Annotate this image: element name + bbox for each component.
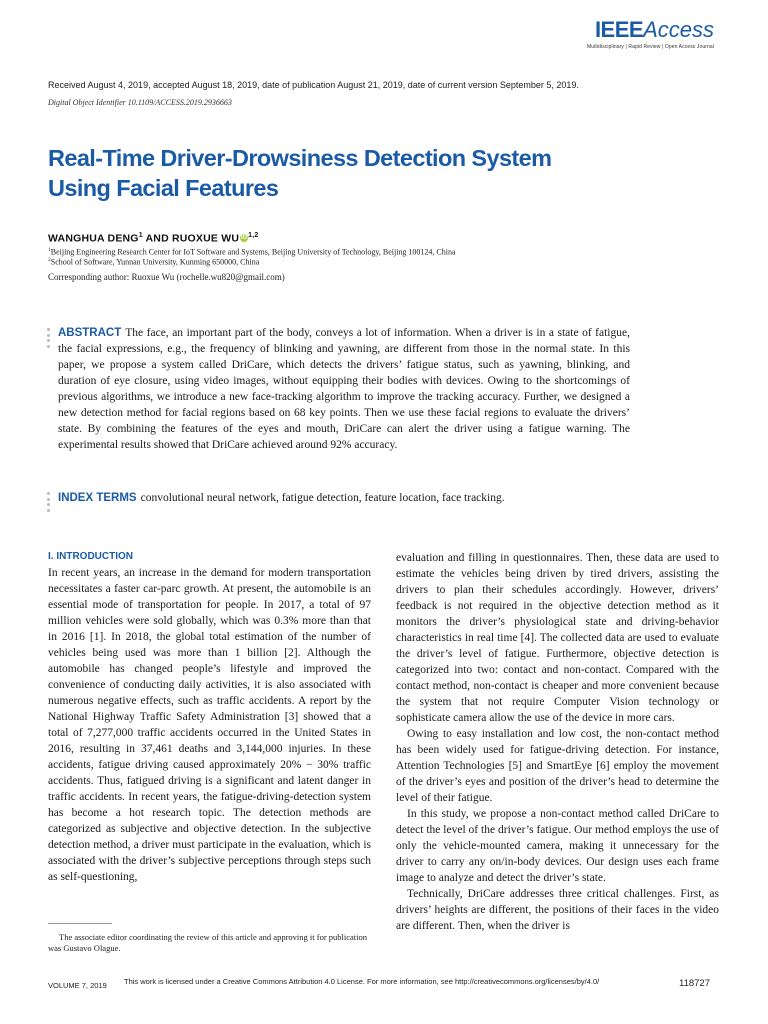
title-line-1: Real-Time Driver-Drowsiness Detection System: [48, 145, 552, 171]
author-2-affil: 1,2: [248, 232, 259, 239]
affiliation-1: [48, 247, 456, 257]
section-heading-introduction: I. INTRODUCTION: [48, 551, 133, 562]
index-terms-dots-icon: [47, 492, 51, 514]
logo-ieee: IEEE: [594, 17, 644, 42]
intro-paragraph-4: Technically, DriCare addresses three critical challenges. First, as drivers’ heights are different, the positions of their faces in the video are different. Then, when the driver is: [396, 888, 719, 932]
abstract-label: ABSTRACT: [58, 327, 122, 339]
footer-page-number: 118727: [679, 978, 710, 989]
orcid-icon[interactable]: iD: [240, 234, 248, 241]
index-terms: [58, 490, 658, 506]
received-dates: Received August 4, 2019, accepted August 18, 2019, date of publication August 21, 2019, date of current version September 5, 2019.: [48, 80, 579, 90]
affiliation-1-text: Beijing Engineering Research Center for IoT Software and Systems, Beijing University of Technology, Beijing 100124, China: [50, 247, 456, 257]
footnote: The associate editor coordinating the review of this article and approving it for publication was Gustavo Olague.: [48, 932, 368, 953]
logo-tagline: Multidisciplinary | Rapid Review | Open Access Journal: [587, 44, 714, 50]
affiliation-2-sup: 2: [48, 257, 51, 263]
abstract: [58, 325, 630, 453]
affiliation-1-sup: 1: [48, 247, 51, 253]
footnote-rule: [48, 923, 112, 924]
affiliation-2: [48, 257, 259, 267]
intro-paragraph-1: In recent years, an increase in the demand for modern transportation necessitates a faster car-parc growth. At present, the automobile is an essential mode of transportation for people. In 2017, a total of 97 million vehicles were sold globally, which was 0.3% more than that in 2016 [1]. In 2018, the global total estimation of the number of vehicles being used was more than 1 billion [2]. Although the automobile has changed people’s lifestyle and improved the convenience of conducting daily activities, it is also associated with numerous negative effects, such as traffic accidents. A report by the National Highway Traffic Safety Administration [3] showed that a total of 7,277,000 traffic accidents occurred in the United States in 2016, resulting in 37,461 deaths and 3,144,000 injuries. In these accidents, fatigue driving caused approximately 20% − 30% traffic accidents. Thus, fatigued driving is a significant and latent danger in traffic accidents. In recent years, the fatigue-driving-detection system has become a hot research topic. The detection methods are categorized as subjective and objective detection. In the subjective detection method, a driver must participate in the evaluation, which is associated with the driver’s subjective perceptions through steps such as self-questioning,: [48, 567, 371, 883]
intro-paragraph-1-cont: evaluation and filling in questionnaires. Then, these data are used to estimate the vehicles being driven by tired drivers, assisting the drivers to plan their schedules accordingly. However, drivers’ feedback is not required in the objective detection method as it monitors the driver’s physiological state and driving-behavior characteristics in real time [4]. The collected data are used to evaluate the driver’s level of fatigue. Furthermore, objective detection is categorized into two: contact and non-contact. Compared with the contact method, non-contact is cheaper and more convenient because the system that not require Computer Vision technology or sophisticate camera allow the use of the device in more cars.: [396, 552, 719, 724]
index-terms-text: convolutional neural network, fatigue detection, feature location, face tracking.: [140, 492, 505, 504]
doi: Digital Object Identifier 10.1109/ACCESS.2019.2936663: [48, 98, 232, 107]
title-line-2: Using Facial Features: [48, 175, 279, 201]
paper-title: [48, 143, 688, 203]
logo-access: Access: [643, 17, 714, 42]
journal-logo: [534, 18, 714, 50]
author-1-affil: 1: [138, 232, 143, 239]
abstract-text: The face, an important part of the body, conveys a lot of information. When a driver is in a state of fatigue, the facial expressions, e.g., the frequency of blinking and yawning, are different from those in the normal state. In this paper, we propose a system called DriCare, which detects the drivers’ fatigue status, such as yawning, blinking, and duration of eye closure, using video images, without equipping their bodies with devices. Owing to the shortcomings of previous algorithms, we introduce a new face-tracking algorithm to improve the tracking accuracy. Further, we designed a new detection method for facial regions based on 68 key points. Then we use these facial regions to evaluate the drivers’ state. By combining the features of the eyes and mouth, DriCare can alert the driver using a fatigue warning. The experimental results showed that DriCare achieved around 92% accuracy.: [58, 327, 630, 451]
author-1: WANGHUA DENG: [48, 232, 139, 245]
abstract-dots-icon: [47, 328, 51, 350]
right-column: [396, 550, 719, 934]
intro-paragraph-3: In this study, we propose a non-contact method called DriCare to detect the level of the driver’s fatigue. Our method employs the use of only the vehicle-mounted camera, making it unnecessary for the driver to carry any on/in-body devices. Our design uses each frame image to analyze and detect the driver’s state.: [396, 808, 719, 884]
index-terms-label: INDEX TERMS: [58, 492, 137, 504]
author-list: [48, 232, 258, 245]
intro-paragraph-2: Owing to easy installation and low cost, the non-contact method has been widely used for fatigue-driving detection. For instance, Attention Technologies [5] and SmartEye [6] employ the movement of the driver’s eyes and position of the driver’s head to determine the level of their fatigue.: [396, 728, 719, 804]
author-2: RUOXUE WU: [171, 232, 240, 245]
author-and: AND: [142, 232, 172, 245]
corresponding-author: Corresponding author: Ruoxue Wu (rochelle.wu820@gmail.com): [48, 272, 285, 282]
left-column: [48, 550, 371, 885]
footer-license[interactable]: This work is licensed under a Creative Commons Attribution 4.0 License. For more information, see http://creativecommons.org/licenses/by/4.0/: [124, 977, 600, 986]
affiliation-2-text: School of Software, Yunnan University, Kunming 650000, China: [50, 257, 260, 267]
footer-volume: VOLUME 7, 2019: [48, 981, 107, 990]
